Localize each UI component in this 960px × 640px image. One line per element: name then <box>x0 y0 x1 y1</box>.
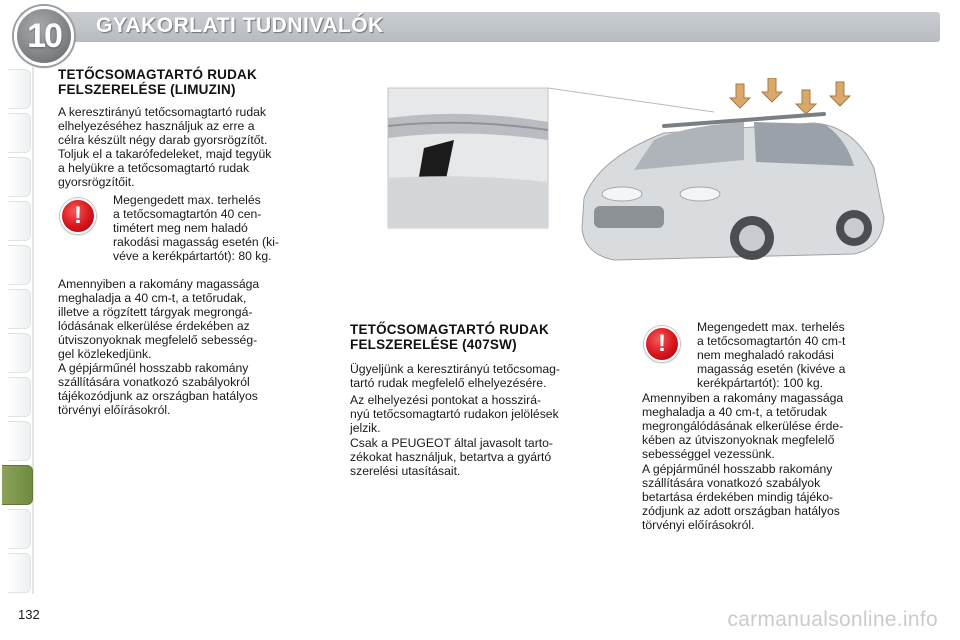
text-line: törvényi előírásokról. <box>58 403 171 417</box>
section-title-407sw <box>350 322 549 352</box>
text-line: tartó rudak megfelelő elhelyezésére. <box>350 376 547 390</box>
chapter-tab-2[interactable] <box>0 110 34 154</box>
text-line: Ügyeljünk a keresztirányú tetőcsomag- <box>350 362 560 376</box>
sw-accessory-note <box>350 436 612 478</box>
chapter-badge <box>14 6 74 66</box>
text-line: törvényi előírásokról. <box>642 518 755 532</box>
chapter-tab-12[interactable] <box>0 550 34 594</box>
text-line: útviszonyoknak megfelelő sebesség- <box>58 333 258 347</box>
text-line: nem meghaladó rakodási <box>697 348 834 362</box>
car-roof-bars-illustration <box>384 78 894 288</box>
watermark: carmanualsonline.info <box>727 608 938 631</box>
chapter-tab-3[interactable] <box>0 154 34 198</box>
text-line: jelzik. <box>350 421 381 435</box>
limuzin-intro <box>58 105 318 189</box>
warning-icon <box>60 198 96 234</box>
mounting-point-arrows <box>730 78 850 114</box>
text-line: gel közlekedjünk. <box>58 347 152 361</box>
text-line: gyorsrögzítőit. <box>58 175 135 189</box>
text-line: szerelési utasításait. <box>350 464 461 478</box>
text-line: szállítására vonatkozó szabályok <box>642 476 821 490</box>
section-title-line: TETŐCSOMAGTARTÓ RUDAK <box>58 67 257 82</box>
text-line: A keresztirányú tetőcsomagtartó rudak <box>58 105 266 119</box>
chapter-tab-1[interactable] <box>0 66 34 110</box>
limuzin-height-note <box>58 277 318 361</box>
chapter-number: 10 <box>27 16 61 55</box>
text-line: szállítására vonatkozó szabályokról <box>58 375 250 389</box>
text-line: meghaladja a 40 cm-t, a tetőrudak <box>642 405 827 419</box>
text-line: kében az útviszonyoknak megfelelő <box>642 433 835 447</box>
text-line: A gépjárműnél hosszabb rakomány <box>58 361 249 375</box>
text-line: a tetőcsomagtartón 40 cen- <box>113 207 262 221</box>
chapter-tab-11[interactable] <box>0 506 34 550</box>
text-line: célra készült négy darab gyorsrögzítőt. <box>58 133 268 147</box>
sw-height-note <box>642 391 904 461</box>
section-title-line: FELSZERELÉSE (LIMUZIN) <box>58 82 236 97</box>
text-line: Megengedett max. terhelés <box>697 320 845 334</box>
text-line: véve a kerékpártartót): 80 kg. <box>113 249 272 263</box>
text-line: sebességgel vezessünk. <box>642 447 775 461</box>
text-line: kerékpártartót): 100 kg. <box>697 376 823 390</box>
text-line: Megengedett max. terhelés <box>113 193 261 207</box>
warning-icon <box>644 326 680 362</box>
text-line: tájékozódjunk az országban hatályos <box>58 389 258 403</box>
chapter-tab-7[interactable] <box>0 330 34 374</box>
text-line: Csak a PEUGEOT által javasolt tarto- <box>350 436 553 450</box>
sw-marking-note <box>350 393 612 435</box>
chapter-tab-9[interactable] <box>0 418 34 462</box>
warning-glyph: ! <box>74 202 82 229</box>
text-line: lódásának elkerülése érdekében az <box>58 319 250 333</box>
section-title-line: FELSZERELÉSE (407SW) <box>350 337 517 352</box>
text-line: timétert meg nem haladó <box>113 221 248 235</box>
text-line: rakodási magasság esetén (ki- <box>113 235 279 249</box>
text-line: nyú tetőcsomagtartó rudakon jelölések <box>350 407 559 421</box>
text-line: magasság esetén (kivéve a <box>697 362 846 376</box>
text-line: elhelyezéséhez használjuk az erre a <box>58 119 255 133</box>
chapter-tab-8[interactable] <box>0 374 34 418</box>
text-line: megrongálódásának elkerülése érde- <box>642 419 844 433</box>
sw-law-note <box>642 462 904 532</box>
chapter-tab-10[interactable] <box>0 462 34 506</box>
page-title: GYAKORLATI TUDNIVALÓK <box>96 14 384 37</box>
text-line: a helyükre a tetőcsomagtartó rudak <box>58 161 250 175</box>
limuzin-warning-text <box>113 193 319 263</box>
text-line: betartása érdekében mindig tájéko- <box>642 490 834 504</box>
section-title-limuzin <box>58 67 257 97</box>
chapter-tab-5[interactable] <box>0 242 34 286</box>
section-title-line: TETŐCSOMAGTARTÓ RUDAK <box>350 322 549 337</box>
warning-glyph: ! <box>658 330 666 357</box>
chapter-tab-4[interactable] <box>0 198 34 242</box>
text-line: illetve a rögzített tárgyak megrongá- <box>58 305 253 319</box>
chapter-tab-6[interactable] <box>0 286 34 330</box>
text-line: Toljuk el a takarófedeleket, majd tegyük <box>58 147 272 161</box>
text-line: Az elhelyezési pontokat a hosszirá- <box>350 393 542 407</box>
text-line: Amennyiben a rakomány magassága <box>642 391 844 405</box>
chapter-tabs <box>0 66 34 594</box>
text-line: A gépjárműnél hosszabb rakomány <box>642 462 833 476</box>
text-line: zékokat használjuk, betartva a gyártó <box>350 450 552 464</box>
text-line: zódjunk az adott országban hatályos <box>642 504 840 518</box>
text-line: a tetőcsomagtartón 40 cm-t <box>697 334 846 348</box>
sw-warning-text <box>697 320 903 390</box>
text-line: meghaladja a 40 cm-t, a tetőrudak, <box>58 291 247 305</box>
car-silhouette <box>582 114 884 260</box>
text-line: Amennyiben a rakomány magassága <box>58 277 260 291</box>
page-number: 132 <box>18 607 40 622</box>
limuzin-law-note <box>58 361 318 417</box>
sw-placement-note <box>350 362 612 390</box>
